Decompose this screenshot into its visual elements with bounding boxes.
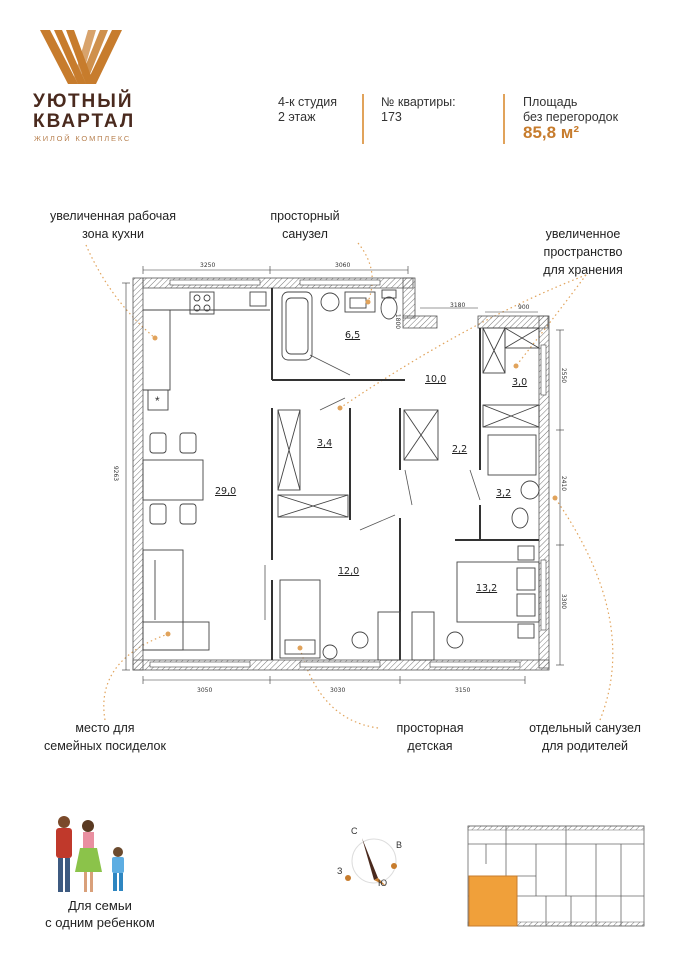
family-caption-line2: с одним ребенком [45,915,155,930]
room-area-bathroom-2: 3,2 [496,488,512,499]
brand-name-line2: КВАРТАЛ [33,111,136,132]
callout-storage-line2: пространство [543,245,623,259]
family-illustration [48,812,138,896]
callout-family-line1: место для [75,721,135,735]
callout-parents-line2: для родителей [541,739,629,753]
room-area-hall: 10,0 [425,374,447,385]
parents-washbasin-icon [521,481,539,499]
brand-name-line1: УЮТНЫЙ [33,91,134,112]
bedroom-chair-icon [447,632,463,648]
double-bed-icon [457,562,539,622]
dim-top-4: 900 [518,304,530,311]
room-area-bedroom: 13,2 [476,583,498,594]
callout-parents-line1: отдельный санузел [529,721,641,735]
callout-bathroom-line2: санузел [282,227,328,241]
walls [133,278,549,670]
compass-north-label: С [351,826,358,836]
area-label-2: без перегородок [523,110,619,124]
shower-icon [488,435,536,475]
room-area-bathroom: 6,5 [345,330,361,341]
dim-left: 9263 [112,465,120,482]
apartment-floor: 2 этаж [278,110,316,124]
apartment-type: 4-к студия [278,95,338,109]
compass-icon [334,826,414,896]
room-area-storage: 3,0 [512,377,528,388]
dim-top-2: 3060 [335,262,351,269]
leader-kitchen [86,245,155,338]
callout-storage-line3: для хранения [543,263,623,277]
washbasin-icon [321,293,339,311]
stove-icon [190,292,214,314]
callout-kids-line2: детская [407,739,453,753]
brand-subtitle: ЖИЛОЙ КОМПЛЕКС [34,134,132,143]
sink-icon [250,292,266,306]
dim-right-1: 2550 [560,367,568,384]
apartment-number: 173 [381,110,402,124]
leader-bathroom [358,243,372,302]
sofa [143,550,209,650]
callout-family-line2: семейных посиделок [44,739,166,753]
callout-storage-line1: увеличенное [545,227,621,241]
callout-kitchen-line1: увеличенная рабочая [49,209,176,223]
room-area-closet-a: 3,4 [317,438,333,449]
callout-kitchen-line2: зона кухни [82,227,144,241]
family-caption-line1: Для семьи [68,898,132,913]
parents-toilet-icon [512,508,528,528]
dim-bottom-2: 3030 [330,687,346,694]
apartment-number-label: № квартиры: [381,95,456,109]
room-area-closet-b: 2,2 [452,444,468,455]
kitchen-counter [143,292,270,410]
fridge-asterisk-icon: * [155,394,160,408]
dim-bath-height: 1800 [394,313,402,330]
family-caption [30,897,170,931]
dim-top-1: 3250 [200,262,216,269]
compass-east-label: В [396,840,403,850]
highlighted-apartment [469,876,517,926]
kids-chair-icon [352,632,368,648]
callout-bathroom-line1: просторный [270,209,340,223]
callout-kids-line1: просторная [396,721,464,735]
bedroom-furniture [412,546,539,660]
floor-location-map [466,824,646,928]
dim-bottom-3: 3150 [455,687,471,694]
kids-desk-icon [378,612,400,660]
dining-table [143,433,203,524]
dim-top-3: 3180 [450,302,466,309]
compass-west-label: З [337,866,343,876]
bedroom-desk-icon [412,612,434,660]
dim-bottom-1: 3050 [197,687,213,694]
area-value: 85,8 м² [523,123,580,142]
area-label-1: Площадь [523,95,578,109]
kids-pouf-icon [323,645,337,659]
dim-right-3: 3300 [560,593,568,610]
compass-south-label: Ю [378,878,388,888]
dim-right-2: 2410 [560,475,568,492]
room-area-kids: 12,0 [338,566,360,577]
room-area-living: 29,0 [215,486,237,497]
